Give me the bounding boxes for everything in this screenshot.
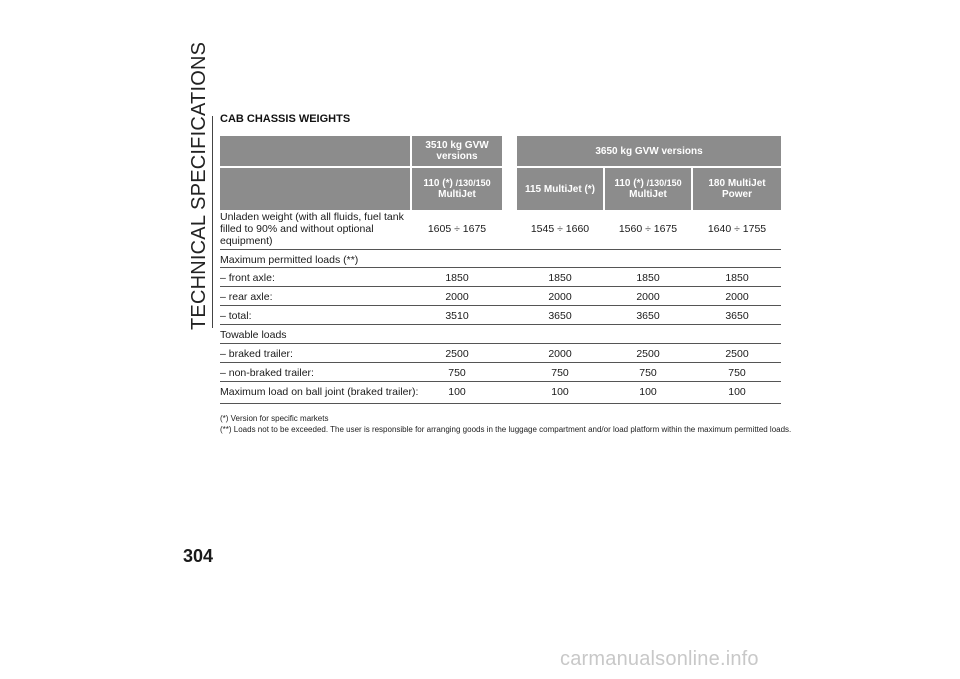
table-row bbox=[220, 382, 781, 404]
column-header bbox=[605, 168, 691, 210]
row-label: – front axle: bbox=[220, 272, 275, 284]
cell-value: 1850 bbox=[636, 272, 660, 284]
row-label: Towable loads bbox=[220, 329, 287, 341]
cell-value: 750 bbox=[448, 367, 466, 379]
cell-value: 100 bbox=[728, 386, 746, 398]
footnotes bbox=[220, 413, 800, 435]
cell-value: 1850 bbox=[725, 272, 749, 284]
table-row bbox=[220, 325, 781, 344]
column-header-main: 115 MultiJet (*) bbox=[524, 183, 596, 195]
weights-table bbox=[220, 210, 781, 404]
column-header bbox=[412, 168, 502, 210]
cell-value: 2500 bbox=[725, 348, 749, 360]
column-header-sub: Power bbox=[721, 189, 752, 200]
row-label: Maximum permitted loads (**) bbox=[220, 254, 359, 266]
table-row bbox=[220, 287, 781, 306]
cell-value: 3650 bbox=[636, 310, 660, 322]
cell-value: 2000 bbox=[548, 291, 572, 303]
cell-value: 2000 bbox=[636, 291, 660, 303]
header-group-3510: 3510 kg GVW versions bbox=[412, 136, 502, 166]
cell-value: 1605 ÷ 1675 bbox=[427, 223, 487, 235]
watermark: carmanualsonline.info bbox=[560, 648, 759, 670]
cell-value: 100 bbox=[639, 386, 657, 398]
table-row bbox=[220, 210, 781, 250]
cell-value: 1545 ÷ 1660 bbox=[530, 223, 590, 235]
cell-value: 100 bbox=[448, 386, 466, 398]
cell-value: 2000 bbox=[445, 291, 469, 303]
column-header-main: 110 (*) bbox=[614, 178, 647, 189]
cell-value: 1850 bbox=[445, 272, 469, 284]
cell-value: 1850 bbox=[548, 272, 572, 284]
row-label: – rear axle: bbox=[220, 291, 273, 303]
cell-value: 3650 bbox=[725, 310, 749, 322]
header-group-3650: 3650 kg GVW versions bbox=[517, 136, 781, 166]
column-header bbox=[517, 168, 603, 210]
table-header-groups bbox=[220, 136, 781, 166]
page-number: 304 bbox=[183, 546, 214, 566]
cell-value: 3650 bbox=[548, 310, 572, 322]
column-header-small: /130/150 bbox=[646, 178, 682, 188]
cell-value: 750 bbox=[551, 367, 569, 379]
row-label: – non-braked trailer: bbox=[220, 367, 314, 379]
cell-value: 2500 bbox=[445, 348, 469, 360]
table-row bbox=[220, 306, 781, 325]
side-divider bbox=[212, 116, 213, 328]
header-blank-cell bbox=[220, 168, 410, 210]
row-label: – total: bbox=[220, 310, 252, 322]
column-header-sub: MultiJet bbox=[629, 189, 667, 200]
section-side-title: TECHNICAL SPECIFICATIONS bbox=[188, 41, 210, 330]
row-label: Maximum load on ball joint (braked trailer): bbox=[220, 386, 419, 398]
cell-value: 1640 ÷ 1755 bbox=[707, 223, 767, 235]
row-label: Unladen weight (with all fluids, fuel tank filled to 90% and without optional equipment) bbox=[220, 211, 404, 247]
table-row bbox=[220, 363, 781, 382]
column-header-small: /130/150 bbox=[455, 178, 491, 188]
column-header-sub: MultiJet bbox=[438, 189, 476, 200]
cell-value: 750 bbox=[639, 367, 657, 379]
footnote: (**) Loads not to be exceeded. The user is responsible for arranging goods in the luggage compartment and/or load platform within the maximum permitted loads. bbox=[220, 425, 792, 434]
table-row bbox=[220, 344, 781, 363]
cell-value: 1560 ÷ 1675 bbox=[618, 223, 678, 235]
section-side-tab bbox=[186, 41, 212, 330]
cell-value: 100 bbox=[551, 386, 569, 398]
header-blank-cell bbox=[220, 136, 410, 166]
page-title: CAB CHASSIS WEIGHTS bbox=[220, 113, 351, 125]
table-header-columns bbox=[220, 168, 781, 210]
table-row bbox=[220, 250, 781, 268]
column-header-main: 110 (*) bbox=[423, 178, 456, 189]
table-row bbox=[220, 268, 781, 287]
column-header-main: 180 MultiJet bbox=[708, 178, 766, 189]
footnote: (*) Version for specific markets bbox=[220, 414, 329, 423]
cell-value: 2000 bbox=[725, 291, 749, 303]
cell-value: 2500 bbox=[636, 348, 660, 360]
column-header bbox=[693, 168, 781, 210]
cell-value: 3510 bbox=[445, 310, 469, 322]
cell-value: 750 bbox=[728, 367, 746, 379]
row-label: – braked trailer: bbox=[220, 348, 293, 360]
cell-value: 2000 bbox=[548, 348, 572, 360]
